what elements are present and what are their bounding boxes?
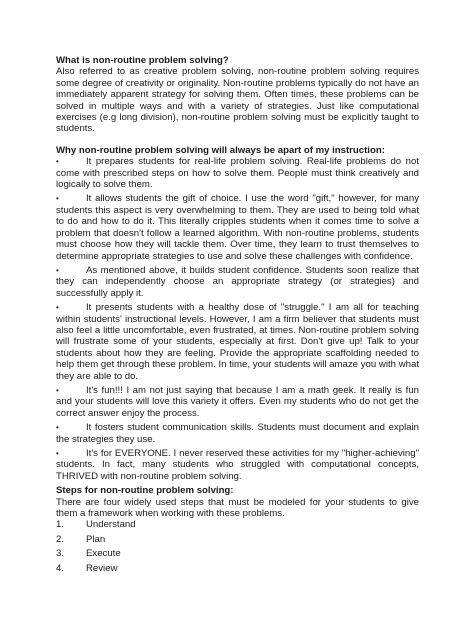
step-number: 2. [56, 533, 65, 545]
bullet-text: It allows students the gift of choice. I use the word "gift," however, for many students this aspect is very overwhelming to them. They are used to being told what to do and how to do it. This literally cripples students when it comes time to solve a problem that doesn't follow a learned algorithm. With non-routine problems, students must choose how they will tackle them. Over time, they learn to trust themselves to determine appropriate strategies to use and solve these challenges with confidence. [56, 193, 419, 262]
bullet-dot-icon: • [56, 157, 59, 167]
spacer [56, 135, 419, 145]
step-number: 3. [56, 548, 65, 560]
section-heading-steps: Steps for non-routine problem solving: [56, 485, 234, 497]
bullet-list [56, 156, 419, 482]
bullet-dot-icon: • [56, 194, 59, 204]
bullet-dot-icon: • [56, 385, 59, 395]
step-label: Understand [86, 519, 136, 531]
step-label: Review [86, 562, 118, 574]
step-label: Plan [86, 533, 106, 545]
step-number: 4. [56, 562, 65, 574]
bullet-text: It's for EVERYONE. I never reserved these activities for my "higher-achieving" students. In fact, many students who struggled with computational concepts, THRIVED with non-routine problem solving. [56, 448, 419, 482]
bullet-text: It's fun!!! I am not just saying that because I am a math geek. It really is fun and your students will love this variety it offers. Even my students who do not get the correct answer enjoy the process. [56, 384, 419, 419]
bullet-dot-icon: • [56, 423, 59, 433]
bullet-text: It presents students with a healthy dose of "struggle." I am all for teaching within students' instructional levels. However, I am a firm believer that students must also feel a little uncomfortable, even frustrated, at times. Non-routine problem solving will frustrate some of your students, especially at first. Don't give up! Talk to your students about how they are feeling. Provide the appropriate scaffolding needed to help them get through these problem. In time, your students will amaze you with what they are able to do. [56, 302, 419, 382]
step-item [56, 519, 419, 530]
bullet-text: It prepares students for real-life problem solving. Real-life problems do not come with prescribed steps on how to solve them. People must think creatively and logically to solve them. [56, 156, 419, 191]
bullet-item [56, 156, 419, 190]
step-number: 1. [56, 519, 65, 531]
bullet-item [56, 302, 419, 382]
bullet-dot-icon: • [56, 265, 59, 275]
bullet-item [56, 265, 419, 299]
step-item [56, 563, 419, 574]
bullet-item [56, 385, 419, 419]
bullet-dot-icon: • [56, 303, 59, 313]
bullet-text: It fosters student communication skills. Students must document and explain the strategies they use. [56, 422, 419, 445]
bullet-item [56, 422, 419, 445]
bullet-item [56, 448, 419, 482]
section-body-what-is: Also referred to as creative problem solving, non-routine problem solving requires some degree of creativity or originality. Non-routine problems typically do not have an immediately apparent strategy for solving them. Often times, these problems can be solved in multiple ways and with a variety of strategies. Just like computational exercises (e.g long division), non-routine problem solving must be explicitly taught to students. [56, 66, 419, 135]
bullet-dot-icon: • [56, 449, 59, 458]
step-label: Execute [86, 548, 121, 560]
steps-list [56, 519, 419, 574]
bullet-text: As mentioned above, it builds student confidence. Students soon realize that they can independently choose an appropriate strategy (or strategies) and successfully apply it. [56, 264, 419, 299]
section-heading-what-is: What is non-routine problem solving? [56, 55, 229, 66]
bullet-item [56, 193, 419, 261]
section-body-steps: There are four widely used steps that must be modeled for your students to give them a framework when working with these problems. [56, 496, 419, 520]
section-heading-why: Why non-routine problem solving will always be apart of my instruction: [56, 144, 385, 156]
step-item [56, 534, 419, 545]
step-item [56, 548, 419, 559]
